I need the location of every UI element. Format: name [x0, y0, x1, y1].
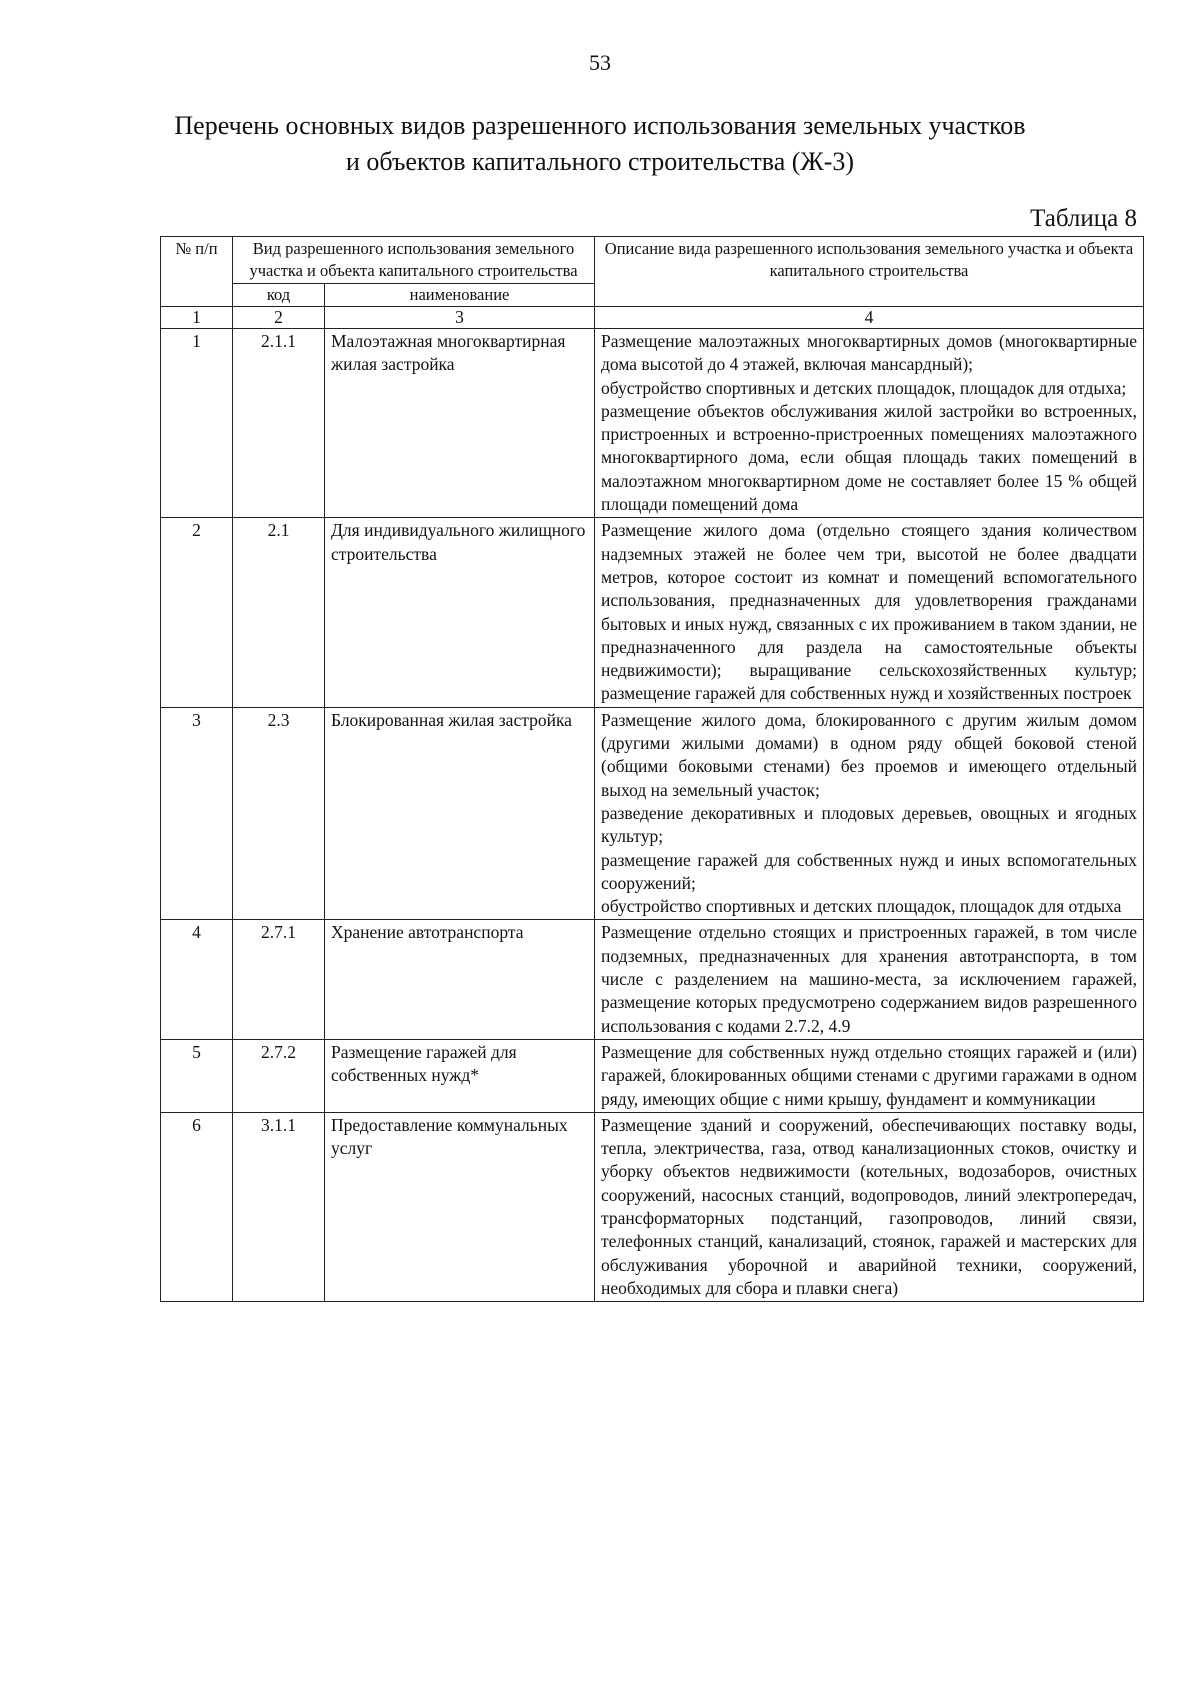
row-number: 6 — [161, 1112, 233, 1301]
row-name: Для индивидуального жилищного строительства — [325, 518, 595, 707]
row-number: 1 — [161, 329, 233, 518]
row-code: 2.7.1 — [233, 920, 325, 1039]
description-paragraph: Размещение отдельно стоящих и пристроенных гаражей, в том числе подземных, предназначенных для хранения автотранспорта, в том числе с разделением на машино-места, за исключением гаражей, размещение которых предусмотрено содержанием видов разрешенного использования с кодами 2.7.2, 4.9 — [601, 922, 1137, 1036]
title-line-2: и объектов капитального строительства (Ж-3) — [345, 147, 855, 176]
description-paragraph: Размещение жилого дома, блокированного с другим жилым домом (другими жилыми домами) в одном ряду общей боковой стеной (общими боковыми стенами) без проемов и имеющего отдельный выход на земельный участок; — [601, 709, 1137, 800]
row-name: Размещение гаражей для собственных нужд* — [325, 1039, 595, 1112]
table-row — [161, 1039, 1144, 1112]
row-description — [595, 1039, 1144, 1112]
table-row — [161, 920, 1144, 1039]
title-line-1: Перечень основных видов разрешенного использования земельных участков — [174, 111, 1026, 140]
row-name: Хранение автотранспорта — [325, 920, 595, 1039]
permitted-use-table — [160, 236, 1144, 1302]
table-row — [161, 1112, 1144, 1301]
document-title — [0, 108, 1200, 180]
row-code: 2.7.2 — [233, 1039, 325, 1112]
row-code: 2.1.1 — [233, 329, 325, 518]
table-row — [161, 329, 1144, 518]
row-number: 2 — [161, 518, 233, 707]
header-code: код — [233, 284, 325, 307]
row-description — [595, 707, 1144, 920]
header-row — [161, 237, 1144, 284]
header-name: наименование — [325, 284, 595, 307]
description-paragraph: Размещение малоэтажных многоквартирных домов (многоквартирные дома высотой до 4 этажей, включая мансардный); — [601, 331, 1137, 375]
table-row — [161, 518, 1144, 707]
page-number: 53 — [589, 50, 611, 75]
row-name: Малоэтажная многоквартирная жилая застройка — [325, 329, 595, 518]
description-paragraph: обустройство спортивных и детских площадок, площадок для отдыха; — [601, 377, 1127, 398]
column-number-row — [161, 307, 1144, 329]
row-code: 3.1.1 — [233, 1112, 325, 1301]
table-label: Таблица 8 — [1030, 205, 1137, 232]
table-row — [161, 707, 1144, 920]
description-paragraph: размещение объектов обслуживания жилой застройки во встроенных, пристроенных и встроенно-пристроенных помещениях малоэтажного многоквартирного дома, если общая площадь таких помещений в малоэтажном многоквартирном доме не составляет более 15 % общей площади помещений дома — [601, 400, 1137, 515]
row-number: 5 — [161, 1039, 233, 1112]
row-description — [595, 518, 1144, 707]
row-description — [595, 329, 1144, 518]
description-paragraph: Размещение для собственных нужд отдельно стоящих гаражей и (или) гаражей, блокированных общими стенами с другими гаражами в одном ряду, имеющих общие с ними крышу, фундамент и коммуникации — [601, 1041, 1137, 1109]
description-paragraph: разведение декоративных и плодовых деревьев, овощных и ягодных культур; — [601, 802, 1137, 847]
header-description: Описание вида разрешенного использования земельного участка и объекта капитального строительства — [595, 237, 1144, 307]
description-paragraph: размещение гаражей для собственных нужд и иных вспомогательных сооружений; — [601, 849, 1137, 893]
row-number: 4 — [161, 920, 233, 1039]
header-use-type: Вид разрешенного использования земельного участка и объекта капитального строительства — [233, 237, 595, 284]
row-description — [595, 1112, 1144, 1301]
row-code: 2.3 — [233, 707, 325, 920]
row-description — [595, 920, 1144, 1039]
column-number: 3 — [325, 307, 595, 329]
column-number: 2 — [233, 307, 325, 329]
column-number: 4 — [595, 307, 1144, 329]
column-number: 1 — [161, 307, 233, 329]
header-num: № п/п — [161, 237, 233, 307]
row-code: 2.1 — [233, 518, 325, 707]
row-name: Блокированная жилая застройка — [325, 707, 595, 920]
row-name: Предоставление коммунальных услуг — [325, 1112, 595, 1301]
description-paragraph: Размещение зданий и сооружений, обеспечивающих поставку воды, тепла, электричества, газа, отвод канализационных стоков, очистку и уборку объектов недвижимости (котельных, водозаборов, очистных сооружений, насосных станций, водопроводов, линий электропередач, трансформаторных подстанций, газопроводов, линий связи, телефонных станций, канализаций, стоянок, гаражей и мастерских для обслуживания уборочной и аварийной техники, сооружений, необходимых для сбора и плавки снега) — [601, 1114, 1137, 1298]
description-paragraph: обустройство спортивных и детских площадок, площадок для отдыха — [601, 896, 1122, 917]
row-number: 3 — [161, 707, 233, 920]
description-paragraph: Размещение жилого дома (отдельно стоящего здания количеством надземных этажей не более чем три, высотой не более двадцати метров, которое состоит из комнат и помещений вспомогательного использования, предназначенных для удовлетворения гражданами бытовых и иных нужд, связанных с их проживанием в таком здании, не предназначенного для раздела на самостоятельные объекты недвижимости); выращивание сельскохозяйственных культур; размещение гаражей для собственных нужд и хозяйственных построек — [601, 520, 1137, 704]
